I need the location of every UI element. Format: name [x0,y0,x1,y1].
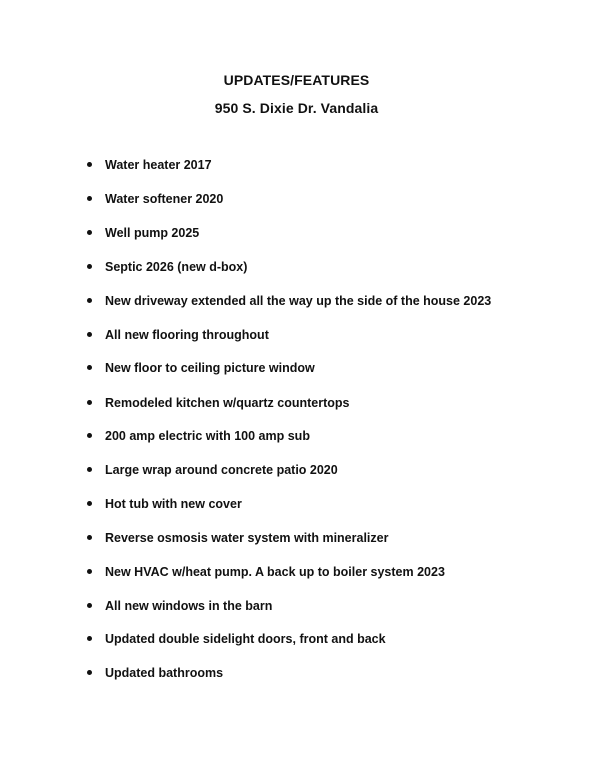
list-item-text: Remodeled kitchen w/quartz countertops [105,396,350,410]
list-item-text: Water softener 2020 [105,192,224,206]
bullet-icon [87,636,92,641]
bullet-icon [87,569,92,574]
list-item-text: Water heater 2017 [105,158,212,172]
bullet-icon [87,264,92,269]
bullet-icon [87,162,92,167]
document-title: UPDATES/FEATURES [223,72,370,88]
list-item-text: Updated double sidelight doors, front and back [105,632,386,646]
property-address: 950 S. Dixie Dr. Vandalia [214,100,379,116]
list-item-text: All new flooring throughout [105,328,269,342]
bullet-icon [87,332,92,337]
list-item-text: New driveway extended all the way up the side of the house 2023 [105,294,492,308]
bullet-icon [87,400,92,405]
list-item-text: 200 amp electric with 100 amp sub [105,429,310,443]
list-item-text: Large wrap around concrete patio 2020 [105,463,338,477]
bullet-icon [87,196,92,201]
bullet-icon [87,603,92,608]
bullet-icon [87,230,92,235]
list-item-text: Hot tub with new cover [105,497,242,511]
bullet-icon [87,501,92,506]
list-item-text: New floor to ceiling picture window [105,361,315,375]
bullet-icon [87,535,92,540]
bullet-icon [87,670,92,675]
list-item-text: Septic 2026 (new d-box) [105,260,248,274]
list-item-text: Reverse osmosis water system with mineralizer [105,531,389,545]
list-item-text: All new windows in the barn [105,599,273,613]
list-item-text: New HVAC w/heat pump. A back up to boiler system 2023 [105,565,445,579]
bullet-icon [87,467,92,472]
bullet-icon [87,433,92,438]
bullet-icon [87,365,92,370]
list-item-text: Updated bathrooms [105,666,224,680]
bullet-icon [87,298,92,303]
list-item-text: Well pump 2025 [105,226,200,240]
